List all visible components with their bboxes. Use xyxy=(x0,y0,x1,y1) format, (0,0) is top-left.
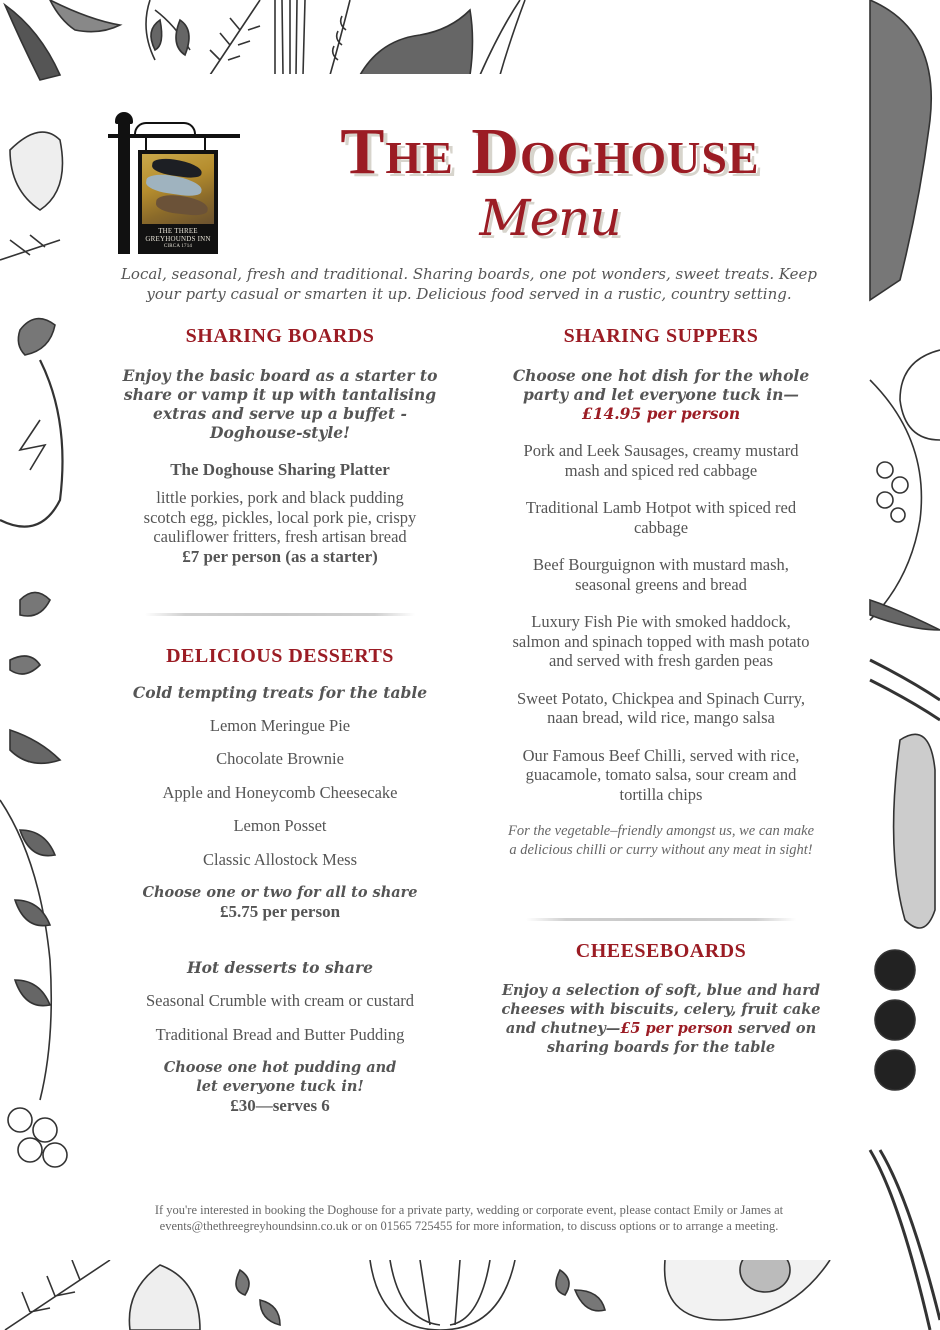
price-label: £5 per person xyxy=(620,1020,733,1037)
section-lead xyxy=(480,981,842,1057)
section-sharing-boards xyxy=(105,324,455,567)
section-heading: SHARING SUPPERS xyxy=(563,325,759,347)
note-line: For the vegetable–friendly amongst us, we can make xyxy=(507,823,815,839)
three-greyhounds-inn-sign-logo xyxy=(108,112,243,254)
lead-line: Doghouse-style! xyxy=(210,423,350,442)
desc-line: little porkies, pork and black pudding xyxy=(156,488,404,507)
item-line: cabbage xyxy=(633,517,689,537)
shrimp-sketch-icon xyxy=(0,360,63,527)
price-label: £30—serves 6 xyxy=(230,1096,330,1115)
intro-line-2: your party casual or smarten it up. Delicious food served in a rustic, country setting. xyxy=(146,285,792,303)
wheat-sketch-icon xyxy=(330,0,350,75)
item-line: mash and spiced red cabbage xyxy=(564,460,758,480)
left-column xyxy=(105,324,455,1116)
lead-line: Enjoy a selection of soft, blue and hard xyxy=(502,982,820,999)
olive-sketch-icon xyxy=(875,950,915,990)
item-line: tortilla chips xyxy=(619,784,703,804)
leaf-sketch-icon xyxy=(5,5,60,80)
squash-sketch-icon xyxy=(370,1260,515,1330)
price-label: £5.75 per person xyxy=(219,902,341,921)
dessert-item: Seasonal Crumble with cream or custard xyxy=(145,991,415,1010)
dessert-item: Chocolate Brownie xyxy=(216,749,344,768)
dessert-item: Traditional Bread and Butter Pudding xyxy=(155,1024,405,1044)
parsley-sketch-icon xyxy=(236,1270,280,1325)
lead-text: served on xyxy=(732,1020,817,1037)
item-line: Sweet Potato, Chickpea and Spinach Curry, xyxy=(516,688,806,708)
leaf-sketch-icon xyxy=(10,730,60,763)
item-line: Our Famous Beef Chilli, served with rice, xyxy=(522,745,800,765)
section-sharing-suppers xyxy=(480,324,842,860)
page-subtitle: Menu xyxy=(479,189,621,247)
sign-scroll-ornament xyxy=(134,122,196,134)
supper-item xyxy=(480,612,842,671)
rosemary-sketch-icon xyxy=(210,0,260,75)
item-line: naan bread, wild rice, mango salsa xyxy=(547,708,775,727)
sign-line-2: GREYHOUNDS INN xyxy=(145,235,211,243)
item-line: guacamole, tomato salsa, sour cream and xyxy=(525,765,797,784)
greyhounds-painting-icon xyxy=(142,154,214,224)
supper-item xyxy=(480,498,842,537)
parsley-sketch-icon xyxy=(18,319,55,355)
lead-line: party and let everyone tuck in— xyxy=(523,385,799,404)
section-heading: CHEESEBOARDS xyxy=(575,940,747,962)
section-lead: Cold tempting treats for the table xyxy=(132,682,428,702)
section-desserts xyxy=(105,644,455,1117)
parsley-sketch-icon xyxy=(556,1270,605,1311)
leek-sketch-icon xyxy=(275,0,305,75)
page-title: The Doghouse xyxy=(340,115,760,188)
lead-text: and chutney— xyxy=(505,1020,621,1037)
supper-item xyxy=(480,746,842,805)
dessert-item: Lemon Meringue Pie xyxy=(209,715,351,735)
item-line: Beef Bourguignon with mustard mash, xyxy=(533,555,789,574)
herb-sketch-icon xyxy=(0,235,60,260)
rosemary-sketch-icon xyxy=(5,1260,110,1330)
mushroom-sketch-icon xyxy=(900,350,940,440)
cucumber-sketch-icon xyxy=(894,734,935,928)
lead-line: sharing boards for the table xyxy=(546,1039,776,1056)
strawberry-sketch-icon xyxy=(129,1265,200,1330)
item-line: Pork and Leek Sausages, creamy mustard xyxy=(523,441,799,460)
sign-post xyxy=(118,118,130,254)
intro-line-1: Local, seasonal, fresh and traditional. Sharing boards, one pot wonders, sweet treats. Keep xyxy=(120,265,818,283)
item-line: salmon and spinach topped with mash potato xyxy=(512,631,810,651)
vegetarian-note xyxy=(480,822,842,860)
item-line: and served with fresh garden peas xyxy=(548,651,774,670)
sign-text xyxy=(142,227,214,251)
price-label: £7 per person (as a starter) xyxy=(182,546,378,566)
desc-line: cauliflower fritters, fresh artisan bread xyxy=(153,527,407,546)
sign-arm xyxy=(108,134,240,138)
footer-line-2: events@thethreegreyhoundsinn.co.uk or on 01565 725455 for more information, to discuss options or to arrange a meeting. xyxy=(159,1219,779,1233)
brown-greyhound-icon xyxy=(155,193,209,216)
desc-line: scotch egg, pickles, local pork pie, crispy xyxy=(143,507,417,527)
item-line: Luxury Fish Pie with smoked haddock, xyxy=(531,612,791,631)
section-divider xyxy=(145,613,415,616)
leaf-sketch-icon xyxy=(870,600,940,630)
item-line: seasonal greens and bread xyxy=(575,574,747,594)
sign-line-3: CIRCA 1714 xyxy=(163,244,193,249)
supper-item xyxy=(480,441,842,480)
section-lead xyxy=(480,366,842,423)
parsley-sketch-icon xyxy=(10,593,50,675)
item-title: The Doghouse Sharing Platter xyxy=(170,460,390,479)
lead-line: cheeses with biscuits, celery, fruit cake xyxy=(501,1001,821,1018)
lead-line: let everyone tuck in! xyxy=(196,1078,364,1095)
booking-footer xyxy=(90,1202,848,1234)
supper-item xyxy=(480,689,842,728)
lead-line: share or vamp it up with tantalising xyxy=(123,385,437,404)
section-heading: SHARING BOARDS xyxy=(185,325,375,347)
item-line: Traditional Lamb Hotpot with spiced red xyxy=(525,498,797,517)
right-column xyxy=(480,324,842,1057)
leaf-sketch-icon xyxy=(50,0,120,32)
supper-item xyxy=(480,555,842,594)
lead-line: Choose one hot pudding and xyxy=(163,1059,397,1076)
section-divider xyxy=(526,918,796,921)
footer-line-1: If you're interested in booking the Doghouse for a private party, wedding or corporate event, please contact Emily or James at xyxy=(154,1203,784,1217)
section-cheeseboards xyxy=(480,939,842,1057)
dessert-item: Classic Allostock Mess xyxy=(202,849,357,869)
price-label: £14.95 per person xyxy=(581,404,741,423)
menu-panel xyxy=(70,74,868,1260)
strawberry-sketch-icon xyxy=(10,132,63,210)
dessert-choose-note: Choose one or two for all to share xyxy=(142,884,418,901)
kale-sketch-icon xyxy=(360,10,473,75)
lead-line xyxy=(480,1019,842,1038)
dessert-choose-note xyxy=(105,1058,455,1096)
section-lead xyxy=(105,366,455,442)
lead-line: Enjoy the basic board as a starter to xyxy=(122,366,438,385)
berry-sketch-icon xyxy=(8,1108,32,1132)
sign-line-1: THE THREE xyxy=(158,227,198,235)
lettuce-sketch-icon xyxy=(870,0,931,300)
lead-line: Choose one hot dish for the whole xyxy=(512,366,810,385)
lead-line: extras and serve up a buffet - xyxy=(153,404,407,423)
item-description xyxy=(105,488,455,547)
section-lead: Hot desserts to share xyxy=(187,958,373,977)
dessert-item: Apple and Honeycomb Cheesecake xyxy=(162,782,398,802)
intro-text xyxy=(100,264,838,304)
sign-board xyxy=(138,150,218,254)
dessert-item: Lemon Posset xyxy=(233,816,327,835)
section-heading: DELICIOUS DESSERTS xyxy=(166,644,394,667)
note-line: a delicious chilli or curry without any meat in sight! xyxy=(509,842,813,858)
